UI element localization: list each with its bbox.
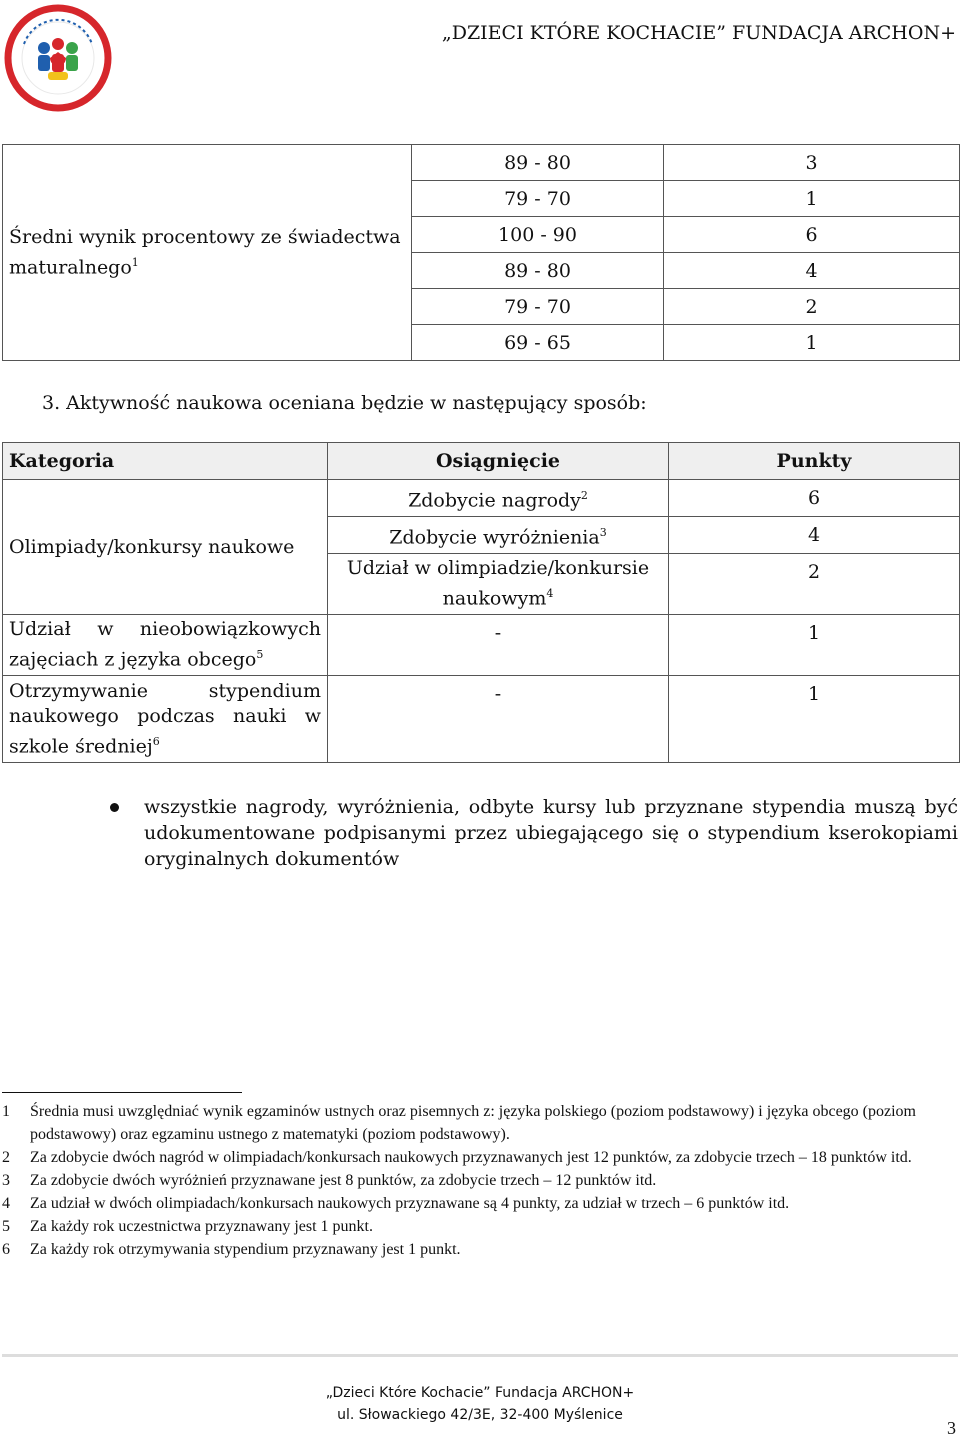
footnote xyxy=(2,1169,952,1192)
score-range: 79 - 70 xyxy=(412,181,664,217)
bullet-item xyxy=(110,794,958,872)
page-footer xyxy=(0,1382,960,1426)
footnote-ref: 6 xyxy=(152,734,160,748)
score-range: 79 - 70 xyxy=(412,289,664,325)
bullet-text: wszystkie nagrody, wyróżnienia, odbyte kursy lub przyznane stypendia muszą być udokumentowane podpisanymi przez ubiegającego się o stypendium kserokopiami oryginalnych dokumentów xyxy=(144,796,958,870)
bullet-dot-icon xyxy=(110,803,119,812)
score-points: 1 xyxy=(664,325,960,361)
footnote-text: Za zdobycie dwóch nagród w olimpiadach/konkursach naukowych przyznawanych jest 12 punktów, za zdobycie trzech – 18 punktów itd. xyxy=(30,1149,912,1166)
footnote xyxy=(2,1100,952,1146)
footnote-number: 2 xyxy=(2,1149,10,1166)
score-label-sup: 1 xyxy=(131,256,139,270)
footnote-ref: 3 xyxy=(599,525,607,539)
footnote-text: Za każdy rok otrzymywania stypendium przyznawany jest 1 punkt. xyxy=(30,1241,461,1258)
score-points: 4 xyxy=(664,253,960,289)
col-header-osiagniecie: Osiągnięcie xyxy=(328,443,669,480)
achievement-nagrody-text: Zdobycie nagrody xyxy=(408,489,581,512)
category-stypendium-line3: szkole średniej xyxy=(9,735,153,758)
footnote-ref: 4 xyxy=(546,587,554,601)
category-zajecia-line2: zajęciach z języka obcego xyxy=(9,648,257,671)
score-range: 100 - 90 xyxy=(412,217,664,253)
col-header-punkty: Punkty xyxy=(669,443,960,480)
points-udzial: 2 xyxy=(669,554,960,615)
footnote-number: 1 xyxy=(2,1103,10,1120)
score-label: Średni wynik procentowy ze świadectwa maturalnego xyxy=(9,226,401,279)
footnote-text: Za każdy rok uczestnictwa przyznawany jest 1 punkt. xyxy=(30,1218,373,1235)
score-points: 3 xyxy=(664,145,960,181)
footer-line2: ul. Słowackiego 42/3E, 32-400 Myślenice xyxy=(337,1407,623,1423)
footnote-number: 5 xyxy=(2,1218,10,1235)
page-number: 3 xyxy=(947,1418,956,1438)
category-stypendium xyxy=(3,676,328,763)
footer-separator xyxy=(2,1354,958,1357)
footnote xyxy=(2,1146,952,1169)
activity-table xyxy=(2,442,960,763)
achievement-stypendium: - xyxy=(328,676,669,763)
score-label-cell xyxy=(3,145,412,361)
header-title: „DZIECI KTÓRE KOCHACIE” FUNDACJA ARCHON+ xyxy=(441,22,956,44)
achievement-udzial-line1: Udział w olimpiadzie/konkursie xyxy=(346,557,650,580)
footnote-text: Za zdobycie dwóch wyróżnień przyznawane jest 8 punktów, za zdobycie trzech – 12 punktów itd. xyxy=(30,1172,657,1189)
category-olimpiady: Olimpiady/konkursy naukowe xyxy=(3,480,328,615)
footnote-separator xyxy=(2,1092,242,1093)
points-wyroznienia: 4 xyxy=(669,517,960,554)
footnote-number: 3 xyxy=(2,1172,10,1189)
footnote-number: 4 xyxy=(2,1195,10,1212)
footnote xyxy=(2,1215,952,1238)
points-nagrody: 6 xyxy=(669,480,960,517)
achievement-udzial xyxy=(328,554,669,615)
footnote xyxy=(2,1238,952,1261)
achievement-wyroznienia-text: Zdobycie wyróżnienia xyxy=(389,526,600,549)
points-zajecia: 1 xyxy=(669,615,960,676)
achievement-udzial-line2: naukowym xyxy=(442,587,547,610)
section-heading: 3. Aktywność naukowa oceniana będzie w następujący sposób: xyxy=(42,392,647,414)
score-points: 1 xyxy=(664,181,960,217)
category-zajecia xyxy=(3,615,328,676)
footer-line1: „Dzieci Które Kochacie” Fundacja ARCHON+ xyxy=(325,1385,635,1401)
col-header-kategoria: Kategoria xyxy=(3,443,328,480)
footnote-text: Średnia musi uwzględniać wynik egzaminów ustnych oraz pisemnych z: języka polskiego (poziom podstawowy) i języka obcego (poziom podstawowy) oraz egzaminu ustnego z matematyki (poziom podstawowy). xyxy=(30,1103,916,1143)
footnote-text: Za udział w dwóch olimpiadach/konkursach naukowych przyznawane są 4 punkty, za udział w trzech – 6 punktów itd. xyxy=(30,1195,790,1212)
footnote xyxy=(2,1192,952,1215)
score-table xyxy=(2,144,960,361)
achievement-zajecia: - xyxy=(328,615,669,676)
score-range: 89 - 80 xyxy=(412,253,664,289)
category-stypendium-line2: naukowego podczas nauki w xyxy=(9,704,321,727)
fundacja-logo xyxy=(4,4,112,112)
score-points: 6 xyxy=(664,217,960,253)
footnote-ref: 2 xyxy=(580,488,588,502)
achievement-wyroznienia xyxy=(328,517,669,554)
category-zajecia-line1: Udział w nieobowiązkowych xyxy=(9,618,321,641)
score-points: 2 xyxy=(664,289,960,325)
category-stypendium-line1: Otrzymywanie stypendium xyxy=(9,679,321,702)
footnotes xyxy=(2,1100,952,1261)
achievement-nagrody xyxy=(328,480,669,517)
footnote-ref: 5 xyxy=(256,648,264,662)
table-header-row xyxy=(3,443,960,480)
score-range: 69 - 65 xyxy=(412,325,664,361)
score-range: 89 - 80 xyxy=(412,145,664,181)
footnote-number: 6 xyxy=(2,1241,10,1258)
points-stypendium: 1 xyxy=(669,676,960,763)
